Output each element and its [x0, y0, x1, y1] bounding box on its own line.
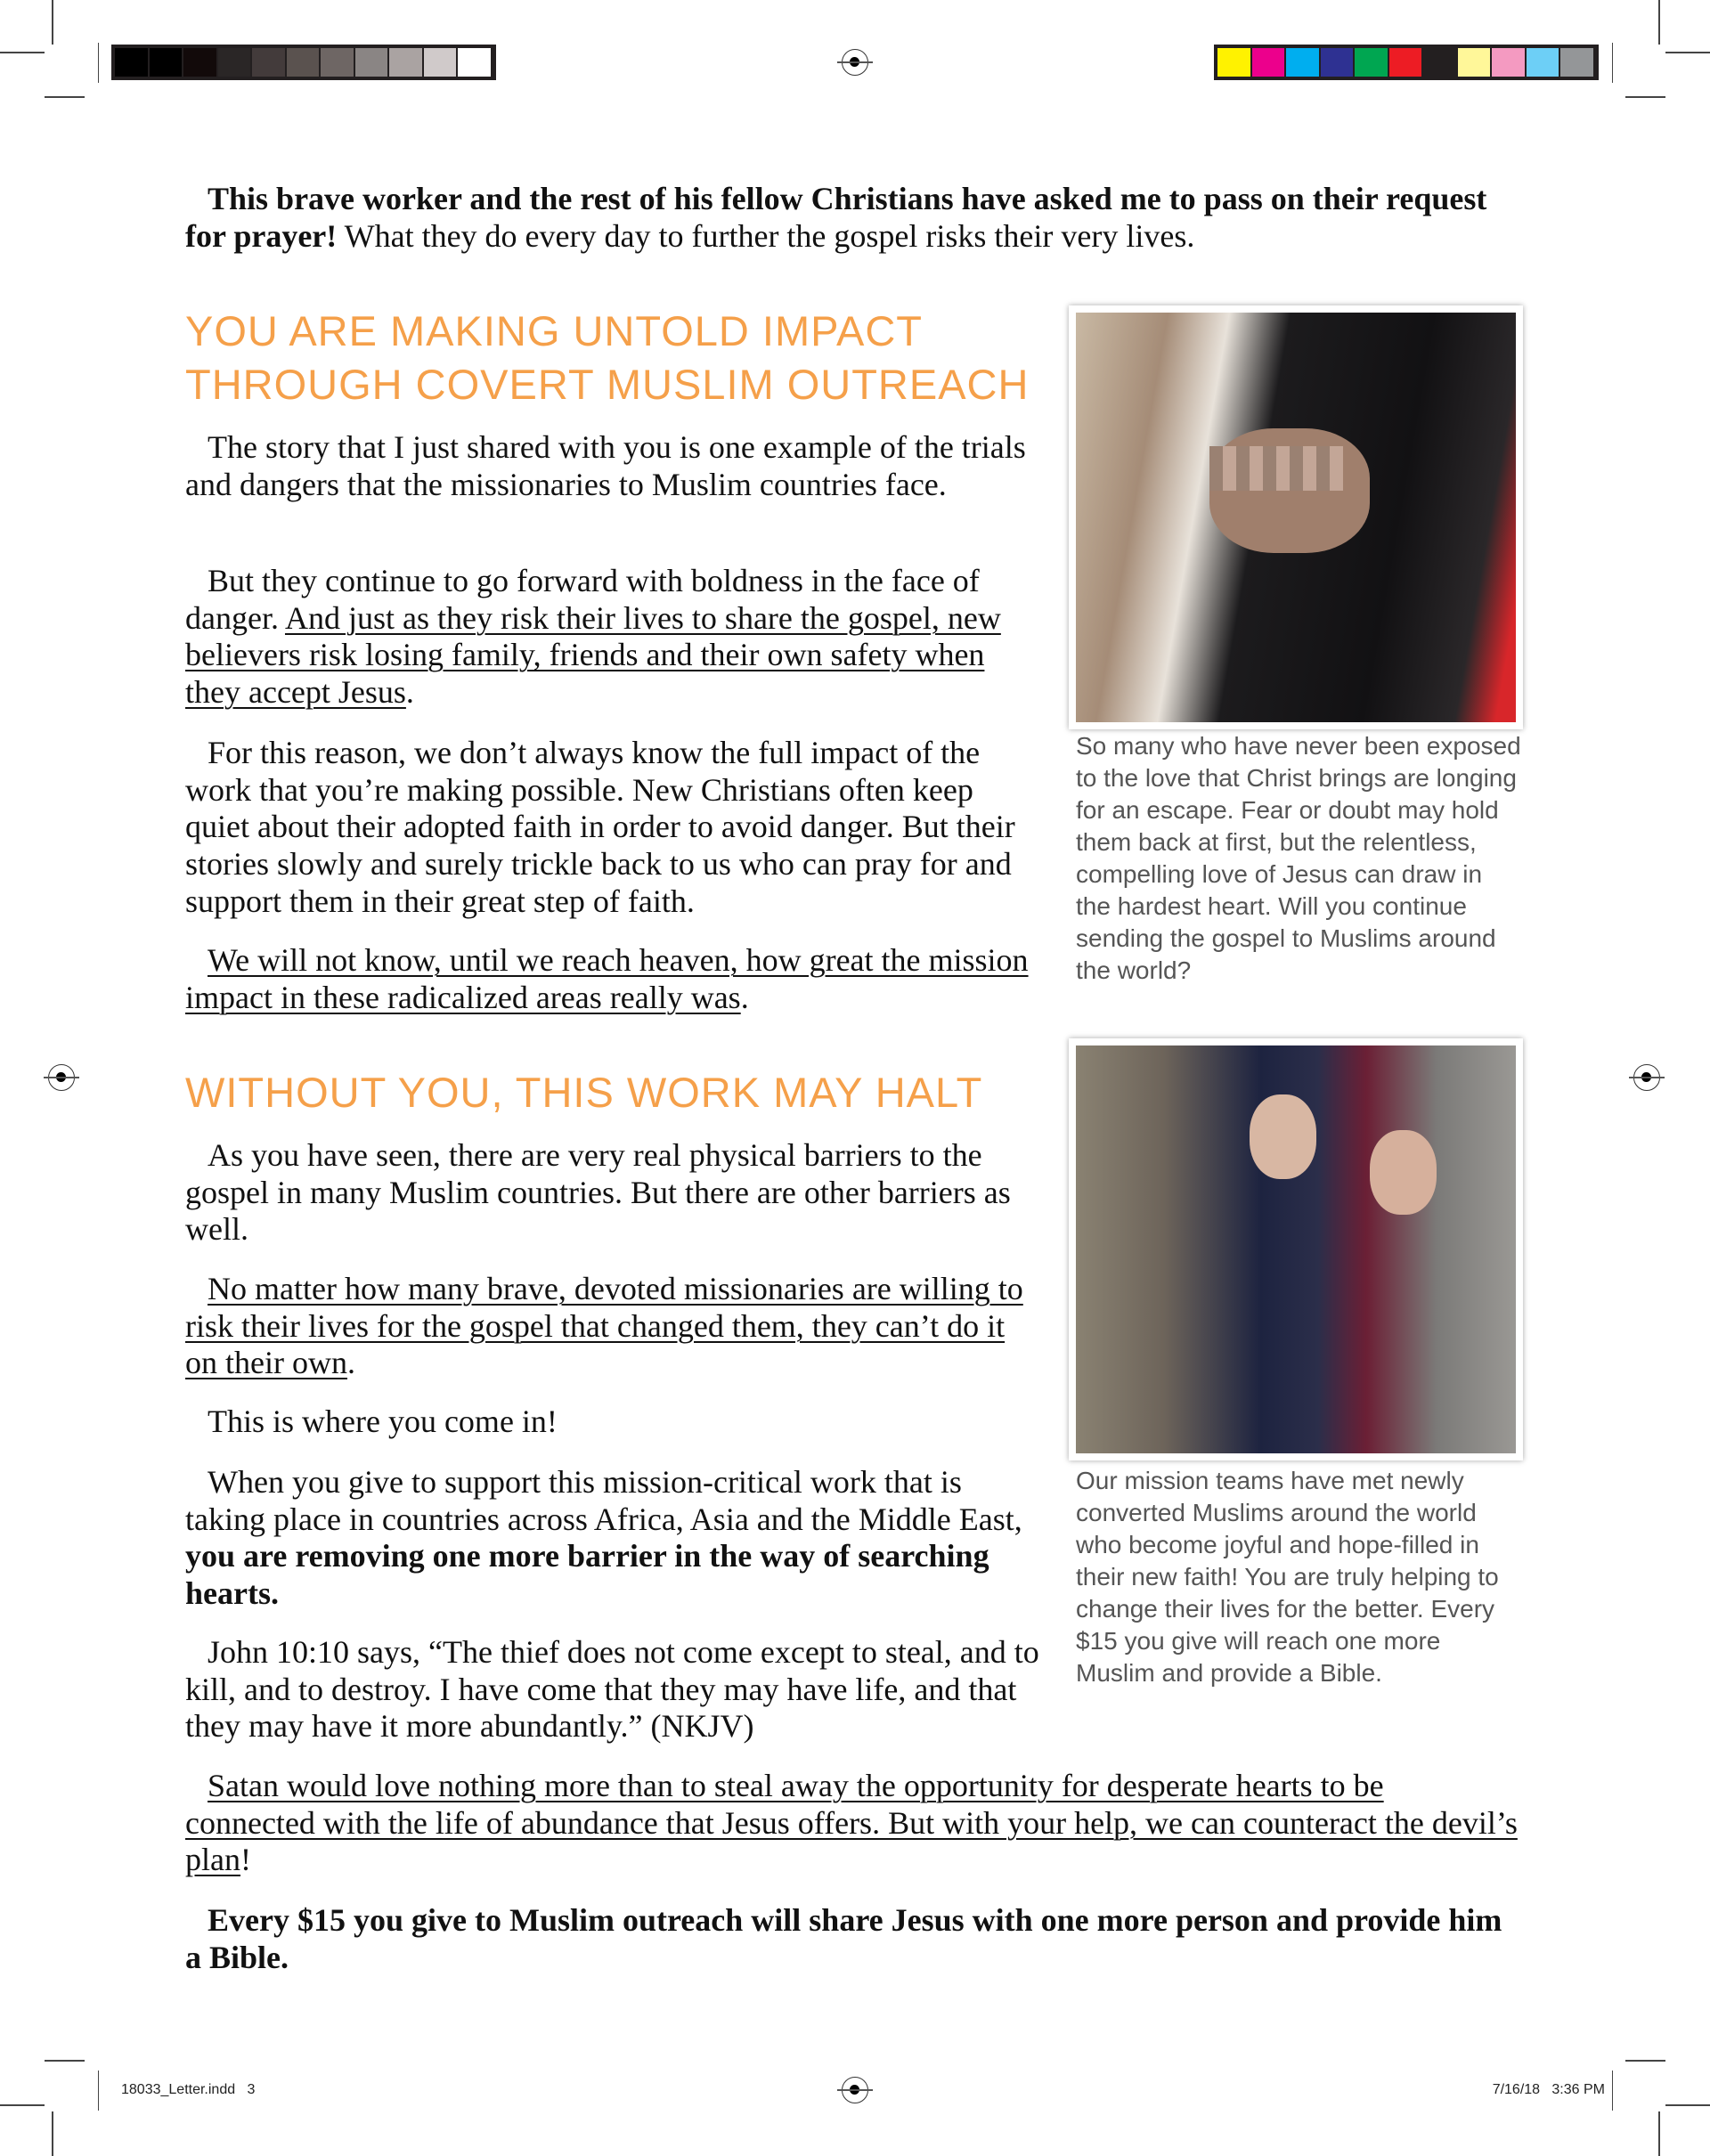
color-swatch [1252, 48, 1287, 77]
section-heading: YOU ARE MAKING UNTOLD IMPACT THROUGH COVERT MUSLIM OUTREACH [185, 307, 1030, 408]
color-swatch [1217, 48, 1252, 77]
crop-mark [1625, 96, 1665, 98]
crop-mark [45, 96, 85, 98]
text: . [740, 979, 749, 1015]
crop-mark [0, 2104, 45, 2106]
text: But they continue to go forward with boldness in the face of danger. [185, 563, 980, 636]
face-region [1370, 1130, 1437, 1215]
registration-mark-icon [48, 1064, 75, 1091]
color-swatch [1389, 48, 1424, 77]
bold-text: you are removing one more barrier in the way of searching hearts. [185, 1538, 989, 1612]
photo-caption: So many who have never been exposed to the love that Christ brings are longing for an escape. Fear or doubt may hold them back at first, but the relentless, compelling love of Jesus can draw in the hardest heart. Will you continue sending the gospel to Muslims around the world? [1076, 732, 1521, 984]
section-heading: WITHOUT YOU, THIS WORK MAY HALT [185, 1069, 983, 1116]
color-swatch [355, 48, 390, 77]
registration-mark-icon [842, 2077, 868, 2103]
bold-text: Every $15 you give to Muslim outreach will share Jesus with one more person and provide him a Bible. [185, 1902, 1502, 1975]
underlined-text: No matter how many brave, devoted missionaries are willing to risk their lives for the gospel that changed them, they can’t do it on their own [185, 1271, 1023, 1381]
slug-line [98, 43, 99, 83]
crop-mark [0, 52, 45, 53]
paragraph: The story that I just shared with you is one example of the trials and dangers that the missionaries to Muslim countries face. [185, 429, 1026, 502]
underlined-text: We will not know, until we reach heaven, how great the mission impact in these radicalized areas really was [185, 942, 1029, 1015]
color-swatch [321, 48, 355, 77]
paragraph: For this reason, we don’t always know the full impact of the work that you’re making possible. New Christians often keep quiet about their adopted faith in order to avoid danger. But their stories slowly and surely trickle back to us who can pray for and support them in their great step of faith. [185, 735, 1015, 919]
color-swatch [1321, 48, 1356, 77]
text: When you give to support this mission-critical work that is taking place in countries across Africa, Asia and the Middle East, [185, 1464, 1022, 1537]
crop-mark [1665, 52, 1710, 53]
slug-line [1612, 43, 1613, 83]
paragraph [185, 563, 1040, 712]
paragraph [185, 942, 1040, 1016]
text: . [346, 1345, 355, 1381]
color-swatch [183, 48, 218, 77]
text: ! [240, 1842, 251, 1878]
intro-bold: This brave worker and the rest of his fellow Christians have asked me to pass on their request for prayer! [185, 181, 1487, 254]
photo-two-women [1069, 1038, 1523, 1460]
paragraph [185, 1464, 1040, 1613]
color-swatch [389, 48, 424, 77]
footer-timestamp: 7/16/18 3:36 PM [1492, 2082, 1605, 2097]
crop-mark [52, 0, 53, 45]
crop-mark [1658, 0, 1660, 45]
crop-mark [45, 2060, 85, 2062]
intro-paragraph [185, 181, 1521, 255]
crop-mark [1665, 2104, 1710, 2106]
grayscale-color-bar [111, 45, 496, 80]
registration-mark-icon [1633, 1064, 1660, 1091]
paragraph [185, 1768, 1521, 1879]
color-swatch [1286, 48, 1321, 77]
color-swatch [458, 48, 493, 77]
color-swatch [424, 48, 459, 77]
crop-mark [1658, 2111, 1660, 2156]
color-swatch [287, 48, 322, 77]
scripture-paragraph: John 10:10 says, “The thief does not come except to steal, and to kill, and to destroy. I have come that they may have life, and that they may have it more abundantly.” (NKJV) [185, 1634, 1039, 1745]
slug-line [1612, 2071, 1613, 2111]
color-swatch [1492, 48, 1527, 77]
slug-line [98, 2071, 99, 2111]
crop-mark [1625, 2060, 1665, 2062]
color-swatch [1560, 48, 1595, 77]
face-region [1250, 1094, 1316, 1179]
paragraph: As you have seen, there are very real physical barriers to the gospel in many Muslim countries. But there are other barriers as well. [185, 1137, 1011, 1248]
crop-mark [52, 2111, 53, 2156]
color-swatch [115, 48, 150, 77]
color-swatch [1527, 48, 1561, 77]
blur-mosaic [1209, 446, 1343, 491]
photo-woman-in-hijab [1069, 305, 1523, 729]
color-swatch [1423, 48, 1458, 77]
color-swatch [252, 48, 287, 77]
color-swatch [218, 48, 253, 77]
process-color-bar [1214, 45, 1599, 80]
paragraph: This is where you come in! [208, 1403, 558, 1439]
color-swatch [150, 48, 184, 77]
underlined-text: Satan would love nothing more than to steal away the opportunity for desperate hearts to be connected with the life of abundance that Jesus offers. But with your help, we can counteract the devil’s plan [185, 1768, 1518, 1878]
intro-rest: What they do every day to further the gospel risks their very lives. [337, 217, 1195, 254]
footer-file-name: 18033_Letter.indd 3 [121, 2082, 256, 2097]
color-swatch [1458, 48, 1493, 77]
registration-mark-icon [842, 49, 868, 76]
underlined-text: And just as they risk their lives to share the gospel, new believers risk losing family, friends and their own safety when they accept Jesus [185, 599, 1001, 711]
paragraph [185, 1271, 1040, 1382]
photo-caption: Our mission teams have met newly converted Muslims around the world who become joyful and hope-filled in their new faith! You are truly helping to change their lives for the better. Every $15 you give will reach one more Muslim and provide a Bible. [1076, 1467, 1499, 1687]
closing-appeal [185, 1902, 1521, 1976]
color-swatch [1355, 48, 1389, 77]
text: . [405, 674, 414, 711]
